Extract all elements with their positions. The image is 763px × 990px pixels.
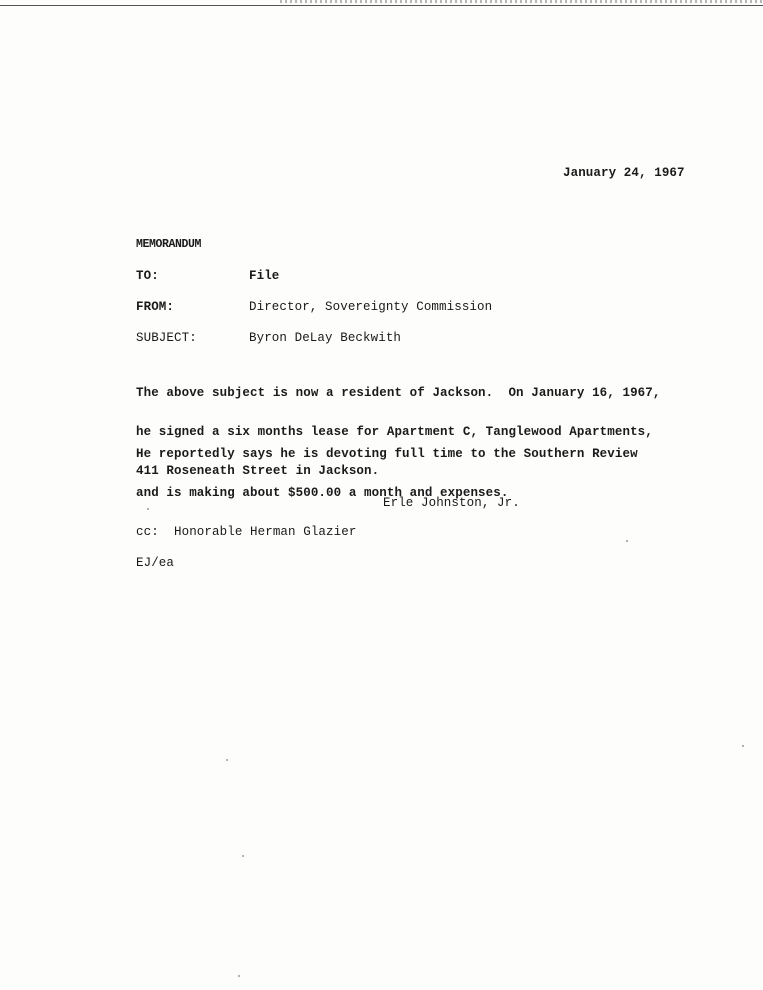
signature-line: Erle Johnston, Jr. [383, 496, 520, 510]
subject-value: Byron DeLay Beckwith [249, 331, 402, 345]
memo-heading: MEMORANDUM [136, 238, 202, 251]
paragraph-1-line: The above subject is now a resident of Jackson. On January 16, 1967, [136, 386, 661, 400]
scan-speck [147, 508, 149, 510]
memo-date: January 24, 1967 [563, 166, 685, 180]
to-value: File [249, 269, 280, 283]
paragraph-2-line: and is making about $500.00 a month and expenses. [136, 486, 509, 500]
scan-speck [226, 759, 228, 761]
scan-speck [626, 540, 628, 542]
paragraph-1-line: 411 Roseneath Street in Jackson. [136, 464, 380, 478]
from-value: Director, Sovereignty Commission [249, 300, 493, 314]
top-scan-artifact [280, 0, 763, 3]
scan-speck [242, 855, 244, 857]
scan-speck [238, 975, 240, 977]
scan-speck [742, 745, 744, 747]
paragraph-1-line: he signed a six months lease for Apartment C, Tanglewood Apartments, [136, 425, 653, 439]
from-label: FROM: [136, 300, 175, 314]
to-label: TO: [136, 269, 159, 283]
subject-label: SUBJECT: [136, 331, 197, 345]
reference-initials: EJ/ea [136, 556, 175, 570]
cc-line: cc: Honorable Herman Glazier [136, 525, 357, 539]
paragraph-2-line: He reportedly says he is devoting full time to the Southern Review [136, 447, 638, 461]
paragraph-2 [136, 422, 638, 526]
top-rule [0, 5, 763, 6]
